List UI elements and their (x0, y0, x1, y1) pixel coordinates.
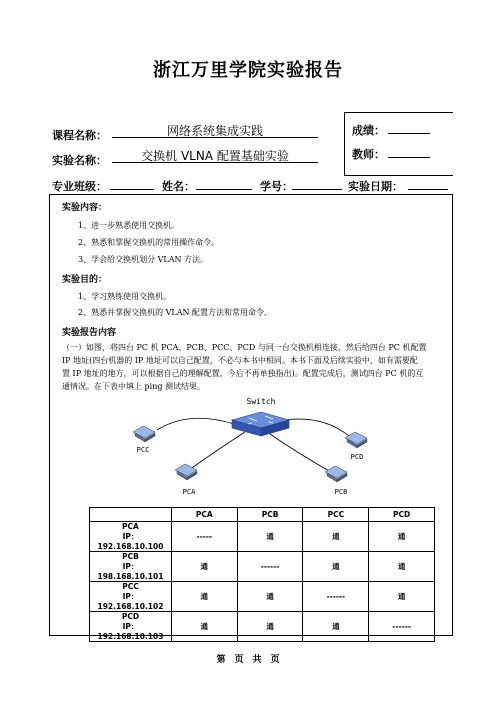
pc-ip: IP：192.168.10.102 (97, 592, 164, 611)
table-row (90, 552, 435, 582)
purpose-item: 2、熟悉并掌握交换机的 VLAN 配置方法和常用命令。 (78, 308, 273, 317)
table-header-cell: PCB (237, 508, 303, 522)
table-row (90, 522, 435, 552)
pc-ip: IP：198.168.10.101 (97, 562, 164, 581)
result-cell: ------ (237, 552, 303, 582)
pc-label: PCA (182, 488, 196, 496)
teacher-field[interactable] (388, 144, 430, 158)
pc-label: PCC (136, 446, 150, 454)
table-header-cell (90, 508, 172, 522)
result-cell: 通 (303, 522, 369, 552)
table-row (90, 582, 435, 612)
table-header-cell: PCC (303, 508, 369, 522)
pc-icon (325, 466, 347, 482)
id-label: 学号： (260, 180, 293, 193)
pc-name: PCD (121, 612, 140, 621)
result-cell: 通 (369, 582, 435, 612)
result-cell: 通 (237, 582, 303, 612)
row-header-cell (90, 582, 172, 612)
section-purpose-title: 实验目的： (62, 275, 108, 285)
pc-ip: IP：192.168.10.100 (97, 532, 164, 551)
pc-icon (133, 426, 155, 442)
table-header-cell: PCA (171, 508, 237, 522)
result-cell: 通 (237, 522, 303, 552)
section-report-title: 实验报告内容 (62, 328, 117, 338)
result-cell: 通 (369, 552, 435, 582)
result-cell: ------ (369, 612, 435, 642)
report-para-line: 置 IP 地址的地方，可以根据自己的理解配置，今后不再单独指出)。配置完成后，测试四台 PC 机的互 (62, 369, 424, 378)
pc-ip: IP：192.168.10.103 (97, 622, 164, 641)
report-para-line: IP 地址(四台机器的 IP 地址可以自己配置，不必与本书中相同。本书下面及后续实验中，如有需要配 (62, 356, 418, 365)
pc-label: PCD (350, 453, 364, 461)
result-cell: 通 (303, 552, 369, 582)
course-value: 网络系统集成实践 (112, 122, 318, 138)
content-item: 1、进一步熟悉使用交换机。 (78, 221, 180, 230)
network-diagram (49, 392, 451, 512)
result-cell: 通 (237, 612, 303, 642)
content-item: 2、熟悉和掌握交换机的常用操作命令。 (78, 238, 220, 247)
pc-name: PCC (122, 582, 139, 591)
class-field[interactable] (110, 176, 154, 190)
grade-label: 成绩： (352, 124, 385, 137)
teacher-label: 教师： (352, 148, 385, 161)
row-header-cell (90, 612, 172, 642)
section-content-title: 实验内容： (62, 203, 108, 213)
row-header-cell (90, 552, 172, 582)
cable-pcc (157, 418, 234, 430)
class-label: 专业班级： (52, 180, 107, 193)
name-label: 姓名： (162, 180, 195, 193)
report-title: 浙江万里学院实验报告 (153, 60, 343, 81)
id-field[interactable] (292, 176, 342, 190)
cable-pca (189, 432, 245, 470)
result-cell: ----- (171, 522, 237, 552)
switch-icon (232, 412, 289, 436)
pc-name: PCA (122, 522, 139, 531)
result-cell: ------ (303, 582, 369, 612)
pc-label: PCB (334, 488, 348, 496)
table-header-cell: PCD (369, 508, 435, 522)
date-label: 实验日期： (348, 180, 403, 193)
course-label: 课程名称： (52, 129, 107, 142)
ping-results-table (89, 507, 435, 642)
experiment-value: 交换机 VLNA 配置基础实验 (112, 147, 318, 163)
result-cell: 通 (171, 552, 237, 582)
result-cell: 通 (171, 612, 237, 642)
result-cell: 通 (369, 522, 435, 552)
page-footer: 第 页 共 页 (216, 655, 280, 665)
result-cell: 通 (171, 582, 237, 612)
row-header-cell (90, 522, 172, 552)
table-row (90, 612, 435, 642)
purpose-item: 1、学习熟练使用交换机。 (78, 292, 172, 301)
experiment-label: 实验名称： (52, 154, 107, 167)
switch-label: Switch (246, 397, 276, 406)
cable-pcb (267, 432, 331, 472)
content-item: 3、学会给交换机划分 VLAN 方法。 (78, 255, 209, 264)
pc-name: PCB (122, 552, 139, 561)
result-cell: 通 (303, 612, 369, 642)
report-para-line: （一）如图，将四台 PC 机 PCA、PCB、PCC、PCD 与同一台交换机相连接，然后给四台 PC 机配置 (62, 343, 427, 352)
date-field[interactable] (408, 176, 448, 190)
table-header-row (90, 508, 435, 522)
pc-icon (345, 432, 367, 448)
grade-field[interactable] (388, 120, 430, 134)
report-para-line: 通情况。在下表中填上 ping 测试结果。 (62, 382, 206, 391)
name-field[interactable] (196, 176, 252, 190)
